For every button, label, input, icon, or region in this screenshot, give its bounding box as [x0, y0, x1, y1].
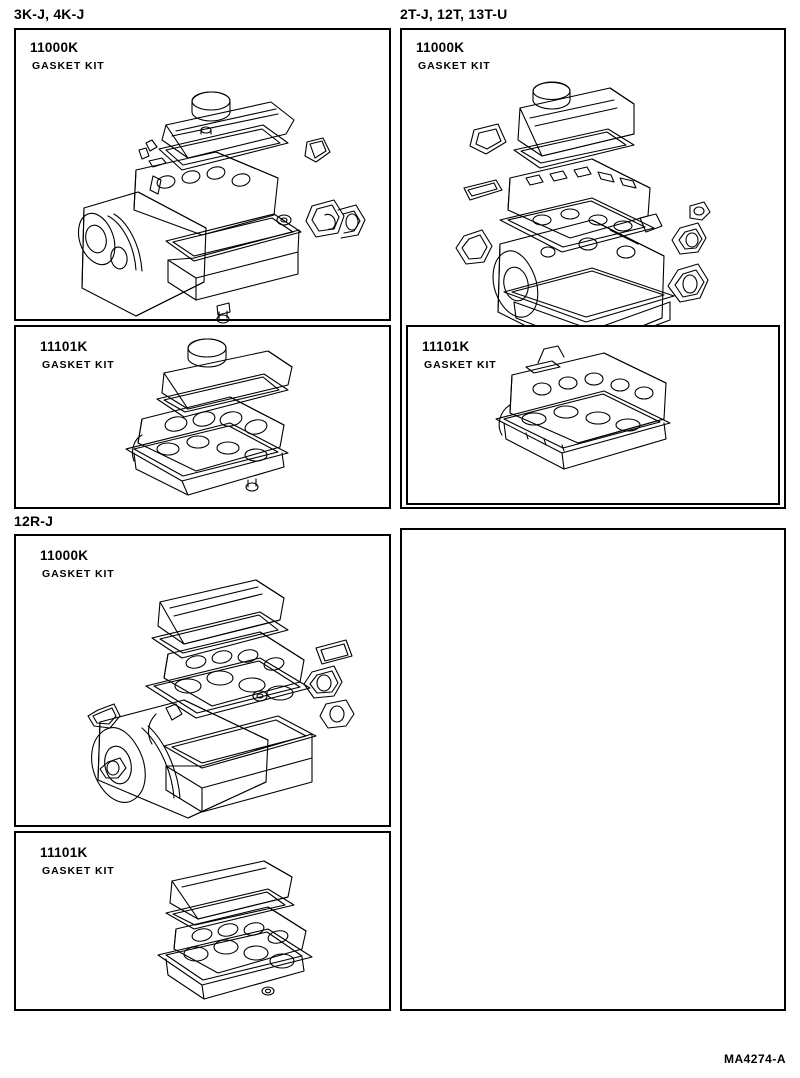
- part-name: GASKET KIT: [418, 60, 491, 72]
- illustration-cylinder-head-12r: [16, 833, 393, 1013]
- panel-11000k-12r[interactable]: [14, 534, 391, 827]
- part-code: 11000K: [416, 40, 465, 55]
- part-code: 11101K: [40, 845, 88, 860]
- panel-11101k-12r[interactable]: [14, 831, 391, 1011]
- part-code: 11101K: [40, 339, 88, 354]
- group-label-2t-12t-13t: 2T-J, 12T, 13T-U: [400, 6, 508, 22]
- figure-id: MA4274-A: [723, 1052, 786, 1066]
- part-name: GASKET KIT: [32, 60, 105, 72]
- illustration-engine-assembly-3k4k: [16, 30, 393, 323]
- part-code: 11000K: [40, 548, 89, 563]
- part-name: GASKET KIT: [42, 865, 115, 877]
- illustration-cylinder-head-2t12t13t: [408, 327, 782, 507]
- panel-11101k-2t12t13t[interactable]: [406, 325, 780, 505]
- panel-11000k-3k4k[interactable]: [14, 28, 391, 321]
- part-name: GASKET KIT: [42, 568, 115, 580]
- panel-blank[interactable]: [400, 528, 786, 1011]
- group-label-3k-4k: 3K-J, 4K-J: [14, 6, 85, 22]
- part-code: 11101K: [422, 339, 470, 354]
- part-name: GASKET KIT: [42, 359, 115, 371]
- part-code: 11000K: [30, 40, 79, 55]
- group-label-12r: 12R-J: [14, 513, 54, 529]
- illustration-cylinder-head-3k4k: [16, 327, 393, 511]
- panel-11101k-3k4k[interactable]: [14, 325, 391, 509]
- part-name: GASKET KIT: [424, 359, 497, 371]
